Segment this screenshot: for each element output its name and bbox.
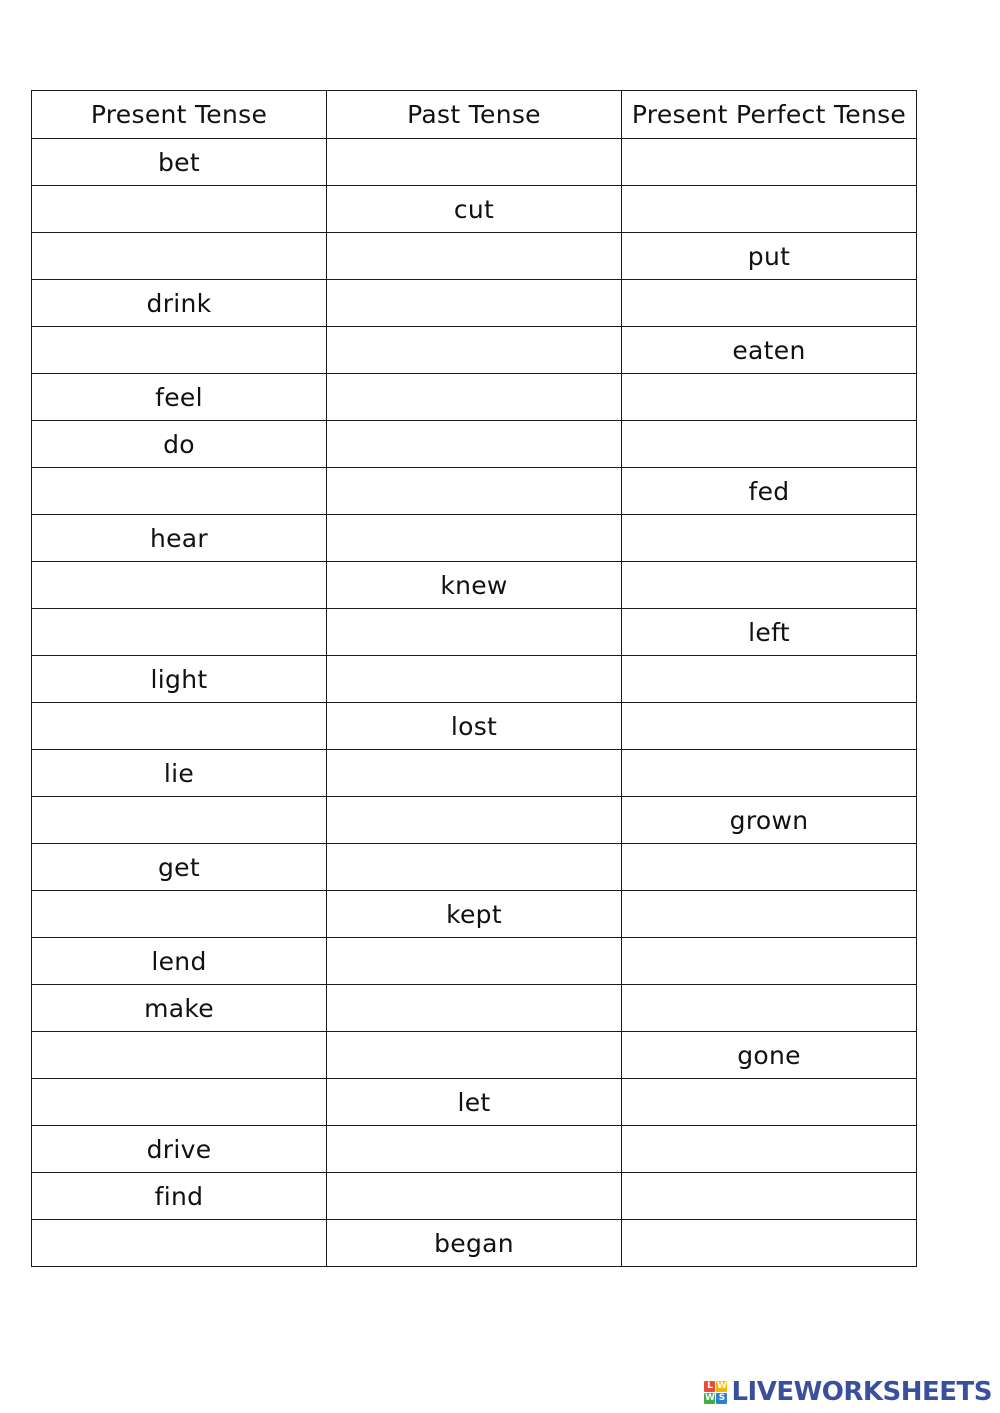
past-tense-cell[interactable] <box>327 985 622 1032</box>
present-tense-cell[interactable] <box>32 703 327 750</box>
table-row <box>32 985 917 1032</box>
table-row <box>32 1079 917 1126</box>
present-perfect-tense-cell[interactable] <box>622 421 917 468</box>
past-tense-cell: cut <box>327 186 622 233</box>
present-perfect-tense-cell[interactable] <box>622 1079 917 1126</box>
present-perfect-tense-cell[interactable] <box>622 1173 917 1220</box>
past-tense-cell[interactable] <box>327 656 622 703</box>
present-perfect-tense-cell[interactable] <box>622 656 917 703</box>
present-tense-cell: hear <box>32 515 327 562</box>
table-row <box>32 1173 917 1220</box>
brand-name: LIVEWORKSHEETS <box>731 1377 992 1407</box>
present-perfect-tense-cell[interactable] <box>622 750 917 797</box>
table-row <box>32 327 917 374</box>
present-tense-cell[interactable] <box>32 609 327 656</box>
present-tense-cell[interactable] <box>32 233 327 280</box>
present-tense-cell[interactable] <box>32 891 327 938</box>
present-tense-cell: do <box>32 421 327 468</box>
past-tense-cell[interactable] <box>327 374 622 421</box>
table-row <box>32 468 917 515</box>
present-tense-cell: light <box>32 656 327 703</box>
present-tense-cell[interactable] <box>32 1032 327 1079</box>
present-tense-cell[interactable] <box>32 1220 327 1267</box>
header-row <box>32 91 917 139</box>
past-tense-cell[interactable] <box>327 938 622 985</box>
present-tense-cell[interactable] <box>32 327 327 374</box>
table-row <box>32 1126 917 1173</box>
past-tense-cell[interactable] <box>327 609 622 656</box>
past-tense-cell[interactable] <box>327 233 622 280</box>
present-perfect-tense-cell[interactable] <box>622 374 917 421</box>
present-perfect-tense-cell[interactable] <box>622 515 917 562</box>
present-tense-cell[interactable] <box>32 1079 327 1126</box>
table-row <box>32 1220 917 1267</box>
table-row <box>32 562 917 609</box>
past-tense-cell[interactable] <box>327 421 622 468</box>
past-tense-cell: knew <box>327 562 622 609</box>
past-tense-cell[interactable] <box>327 468 622 515</box>
table-row <box>32 1032 917 1079</box>
present-perfect-tense-cell[interactable] <box>622 139 917 186</box>
logo-letter: L <box>704 1381 715 1392</box>
table-row <box>32 421 917 468</box>
present-perfect-tense-cell[interactable] <box>622 186 917 233</box>
present-perfect-tense-cell[interactable] <box>622 703 917 750</box>
present-tense-cell: lie <box>32 750 327 797</box>
table-row <box>32 515 917 562</box>
present-tense-cell[interactable] <box>32 468 327 515</box>
past-tense-cell: let <box>327 1079 622 1126</box>
table-row <box>32 938 917 985</box>
present-perfect-tense-cell[interactable] <box>622 844 917 891</box>
header-past-tense: Past Tense <box>327 91 622 139</box>
table-row <box>32 233 917 280</box>
past-tense-cell[interactable] <box>327 844 622 891</box>
past-tense-cell[interactable] <box>327 797 622 844</box>
logo-letter: W <box>704 1392 715 1403</box>
present-tense-cell: find <box>32 1173 327 1220</box>
past-tense-cell[interactable] <box>327 139 622 186</box>
present-tense-cell: bet <box>32 139 327 186</box>
past-tense-cell[interactable] <box>327 1032 622 1079</box>
past-tense-cell: kept <box>327 891 622 938</box>
table-row <box>32 844 917 891</box>
liveworksheets-brand <box>704 1377 992 1407</box>
present-perfect-tense-cell[interactable] <box>622 562 917 609</box>
logo-letter: W <box>716 1380 727 1391</box>
present-perfect-tense-cell: gone <box>622 1032 917 1079</box>
table-row <box>32 186 917 233</box>
table-row <box>32 750 917 797</box>
past-tense-cell[interactable] <box>327 1173 622 1220</box>
present-perfect-tense-cell: eaten <box>622 327 917 374</box>
logo-letter: S <box>716 1393 727 1404</box>
present-tense-cell: lend <box>32 938 327 985</box>
present-tense-cell: drink <box>32 280 327 327</box>
present-perfect-tense-cell[interactable] <box>622 891 917 938</box>
present-tense-cell: drive <box>32 1126 327 1173</box>
table-row <box>32 374 917 421</box>
present-perfect-tense-cell: left <box>622 609 917 656</box>
past-tense-cell: lost <box>327 703 622 750</box>
liveworksheets-logo-icon <box>704 1381 727 1404</box>
past-tense-cell[interactable] <box>327 280 622 327</box>
present-perfect-tense-cell: fed <box>622 468 917 515</box>
present-tense-cell: get <box>32 844 327 891</box>
table-row <box>32 797 917 844</box>
present-perfect-tense-cell[interactable] <box>622 280 917 327</box>
present-perfect-tense-cell: put <box>622 233 917 280</box>
past-tense-cell[interactable] <box>327 750 622 797</box>
present-tense-cell: feel <box>32 374 327 421</box>
table-row <box>32 609 917 656</box>
present-perfect-tense-cell: grown <box>622 797 917 844</box>
table-body <box>32 139 917 1267</box>
header-present-perfect-tense: Present Perfect Tense <box>622 91 917 139</box>
table-row <box>32 703 917 750</box>
past-tense-cell[interactable] <box>327 515 622 562</box>
present-tense-cell[interactable] <box>32 797 327 844</box>
present-perfect-tense-cell[interactable] <box>622 1126 917 1173</box>
present-tense-cell[interactable] <box>32 562 327 609</box>
table-row <box>32 139 917 186</box>
present-perfect-tense-cell[interactable] <box>622 1220 917 1267</box>
present-perfect-tense-cell[interactable] <box>622 985 917 1032</box>
table-row <box>32 656 917 703</box>
present-tense-cell: make <box>32 985 327 1032</box>
table-row <box>32 891 917 938</box>
present-perfect-tense-cell[interactable] <box>622 938 917 985</box>
present-tense-cell[interactable] <box>32 186 327 233</box>
past-tense-cell[interactable] <box>327 1126 622 1173</box>
past-tense-cell: began <box>327 1220 622 1267</box>
past-tense-cell[interactable] <box>327 327 622 374</box>
tenses-table <box>31 90 917 1267</box>
table-row <box>32 280 917 327</box>
header-present-tense: Present Tense <box>32 91 327 139</box>
